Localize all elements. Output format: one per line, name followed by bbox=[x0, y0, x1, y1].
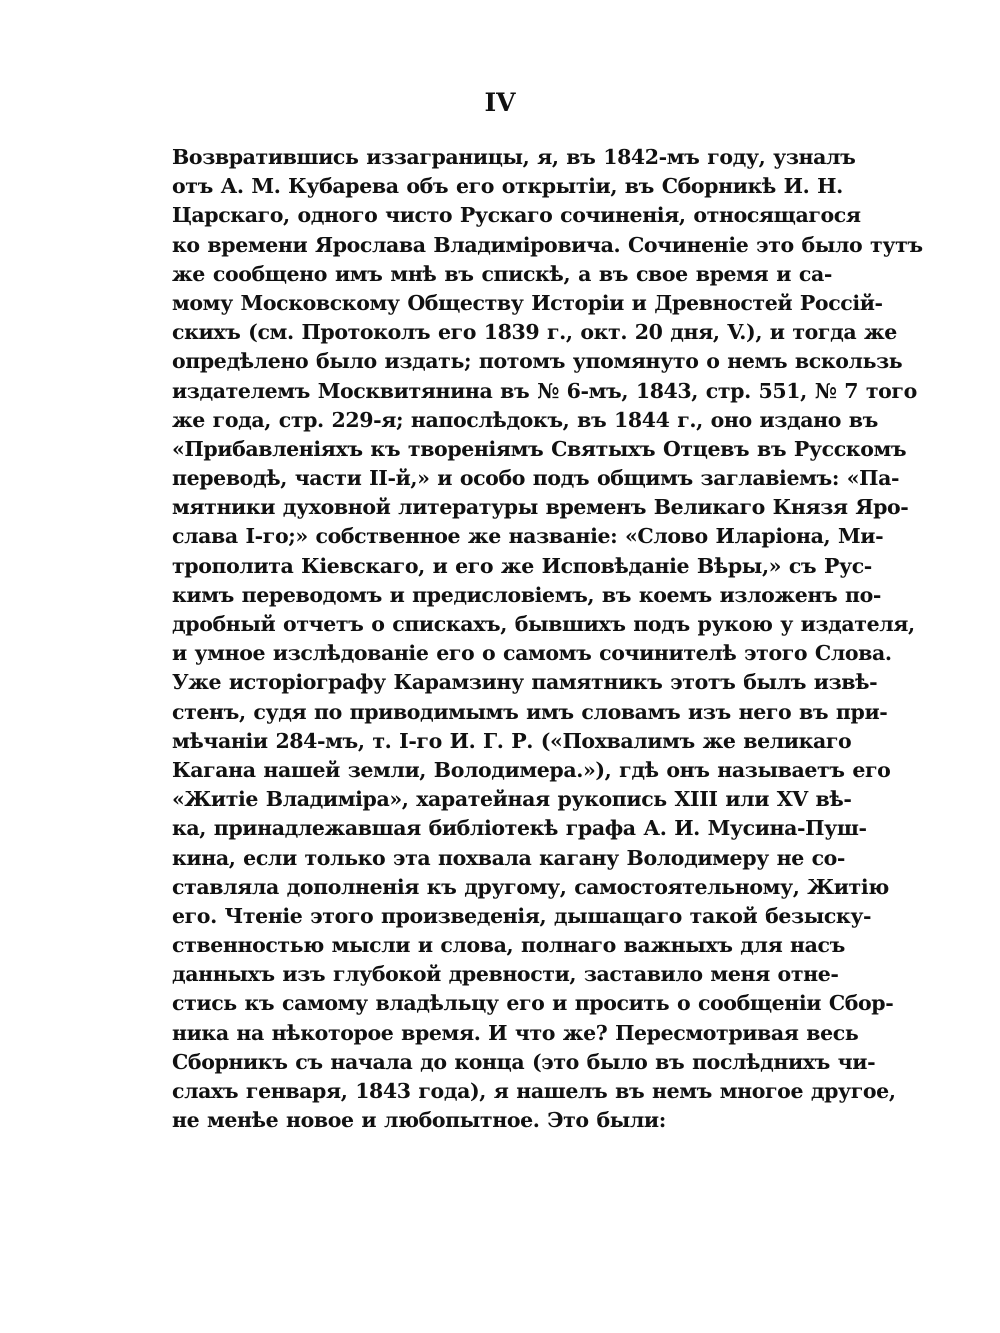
text-line: скихъ (см. Протоколъ его 1839 г., окт. 20 дня, V.), и тогда же bbox=[172, 320, 897, 345]
page-number: IV bbox=[484, 88, 516, 117]
text-line: ко времени Ярослава Владиміровича. Сочиненіе это было тутъ bbox=[172, 232, 923, 257]
text-line: ника на нѣкоторое время. И что же? Пересмотривая весь bbox=[172, 1020, 859, 1045]
text-line: мятники духовной литературы временъ Великаго Князя Яро- bbox=[172, 495, 909, 520]
text-line: Царскаго, одного чисто Рускаго сочиненія, относящагося bbox=[172, 203, 861, 228]
text-line: Кагана нашей земли, Володимера.»), гдѣ онъ называетъ его bbox=[172, 757, 891, 782]
text-line: ка, принадлежавшая библіотекѣ графа А. И. Мусина-Пуш- bbox=[172, 816, 867, 841]
text-line: стенъ, судя по приводимымъ имъ словамъ изъ него въ при- bbox=[172, 699, 888, 724]
text-line: кина, если только эта похвала кагану Володимеру не со- bbox=[172, 845, 846, 870]
text-line: и умное изслѣдованіе его о самомъ сочинителѣ этого Слова. bbox=[172, 641, 892, 666]
text-line: издателемъ Москвитянина въ № 6-мъ, 1843, стр. 551, № 7 того bbox=[172, 378, 917, 403]
text-line: Возвратившись иззаграницы, я, въ 1842-мъ году, узналъ bbox=[172, 145, 856, 169]
text-line: Уже исторіографу Карамзину памятникъ этотъ былъ извѣ- bbox=[172, 670, 878, 695]
text-line: же сообщено имъ мнѣ въ спискѣ, а въ свое время и са- bbox=[172, 261, 832, 286]
text-line: отъ А. М. Кубарева объ его открытіи, въ Сборникѣ И. Н. bbox=[172, 174, 843, 199]
text-line: мому Московскому Обществу Исторіи и Древностей Россій- bbox=[172, 290, 883, 315]
text-line: кимъ переводомъ и предисловіемъ, въ коемъ изложенъ по- bbox=[172, 582, 882, 607]
text-line: ственностью мысли и слова, полнаго важныхъ для насъ bbox=[172, 933, 845, 958]
text-line: слава I-го;» собственное же названіе: «Слово Иларіона, Ми- bbox=[172, 524, 884, 549]
text-line: трополита Кіевскаго, и его же Исповѣданіе Вѣры,» съ Рус- bbox=[172, 553, 872, 578]
body-text bbox=[172, 143, 923, 1135]
text-line: ставляла дополненія къ другому, самостоятельному, Житію bbox=[172, 874, 889, 899]
text-line: переводѣ, части II-й,» и особо подъ общимъ заглавіемъ: «Па- bbox=[172, 466, 900, 491]
text-line: слахъ генваря, 1843 года), я нашелъ въ немъ многое другое, bbox=[172, 1079, 896, 1103]
text-line: «Житіе Владиміра», харатейная рукопись XIII или XV вѣ- bbox=[172, 787, 852, 812]
text-line: стись къ самому владѣльцу его и просить о сообщеніи Сбор- bbox=[172, 991, 894, 1016]
text-line: «Прибавленіяхъ къ твореніямъ Святыхъ Отцевъ въ Русскомъ bbox=[172, 436, 907, 461]
text-line: его. Чтеніе этого произведенія, дышащаго такой безыску- bbox=[172, 903, 872, 928]
text-line: данныхъ изъ глубокой древности, заставило меня отне- bbox=[172, 962, 839, 987]
text-line: не менѣе новое и любопытное. Это были: bbox=[172, 1108, 666, 1133]
text-line: же года, стр. 229-я; напослѣдокъ, въ 1844 г., оно издано въ bbox=[172, 407, 878, 432]
text-line: опредѣлено было издать; потомъ упомянуто о немъ вскользь bbox=[172, 349, 903, 374]
text-line: мѣчаніи 284-мъ, т. I-го И. Г. Р. («Похвалимъ же великаго bbox=[172, 728, 852, 753]
text-line: Сборникъ съ начала до конца (это было въ послѣднихъ чи- bbox=[172, 1049, 876, 1074]
text-line: дробный отчетъ о спискахъ, бывшихъ подъ рукою у издателя, bbox=[172, 612, 915, 636]
